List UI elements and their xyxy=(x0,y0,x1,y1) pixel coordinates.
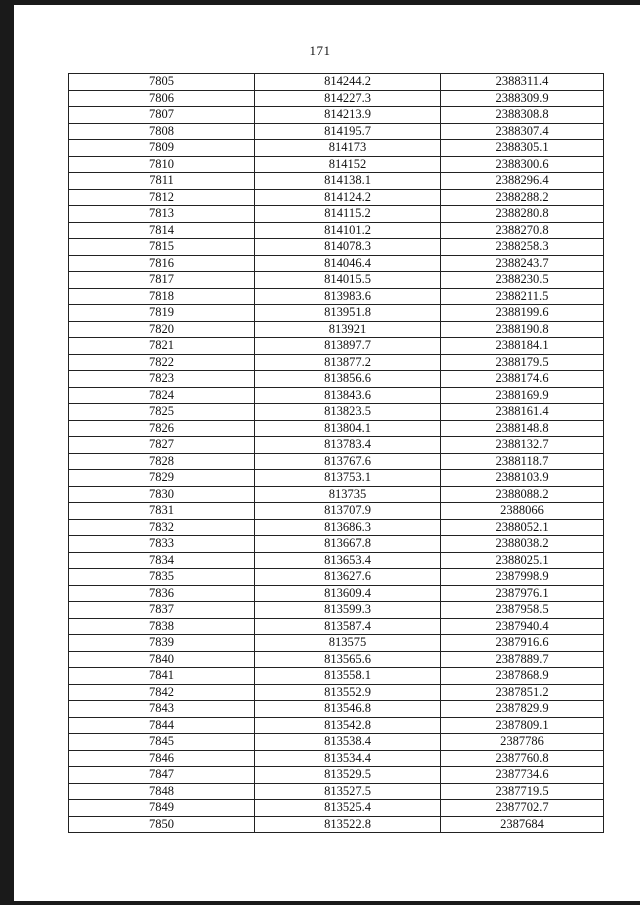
table-row xyxy=(69,404,604,421)
table-row xyxy=(69,371,604,388)
table-row xyxy=(69,635,604,652)
point-id-cell: 7820 xyxy=(69,321,255,338)
x-coordinate-cell: 814244.2 xyxy=(255,74,441,91)
table-row xyxy=(69,585,604,602)
y-coordinate-cell: 2387684 xyxy=(441,816,604,833)
point-id-cell: 7830 xyxy=(69,486,255,503)
point-id-cell: 7818 xyxy=(69,288,255,305)
point-id-cell: 7845 xyxy=(69,734,255,751)
table-row xyxy=(69,750,604,767)
y-coordinate-cell: 2387916.6 xyxy=(441,635,604,652)
point-id-cell: 7809 xyxy=(69,140,255,157)
x-coordinate-cell: 814213.9 xyxy=(255,107,441,124)
x-coordinate-cell: 814173 xyxy=(255,140,441,157)
y-coordinate-cell: 2388311.4 xyxy=(441,74,604,91)
x-coordinate-cell: 814078.3 xyxy=(255,239,441,256)
point-id-cell: 7838 xyxy=(69,618,255,635)
y-coordinate-cell: 2388066 xyxy=(441,503,604,520)
x-coordinate-cell: 814138.1 xyxy=(255,173,441,190)
table-row xyxy=(69,486,604,503)
point-id-cell: 7819 xyxy=(69,305,255,322)
x-coordinate-cell: 813686.3 xyxy=(255,519,441,536)
y-coordinate-cell: 2388052.1 xyxy=(441,519,604,536)
table-row xyxy=(69,173,604,190)
y-coordinate-cell: 2388174.6 xyxy=(441,371,604,388)
point-id-cell: 7827 xyxy=(69,437,255,454)
point-id-cell: 7833 xyxy=(69,536,255,553)
x-coordinate-cell: 814115.2 xyxy=(255,206,441,223)
table-row xyxy=(69,651,604,668)
y-coordinate-cell: 2387958.5 xyxy=(441,602,604,619)
table-row xyxy=(69,701,604,718)
y-coordinate-cell: 2388308.8 xyxy=(441,107,604,124)
table-row xyxy=(69,552,604,569)
point-id-cell: 7814 xyxy=(69,222,255,239)
y-coordinate-cell: 2388300.6 xyxy=(441,156,604,173)
table-row xyxy=(69,437,604,454)
y-coordinate-cell: 2388199.6 xyxy=(441,305,604,322)
y-coordinate-cell: 2387889.7 xyxy=(441,651,604,668)
point-id-cell: 7834 xyxy=(69,552,255,569)
point-id-cell: 7850 xyxy=(69,816,255,833)
point-id-cell: 7810 xyxy=(69,156,255,173)
x-coordinate-cell: 814046.4 xyxy=(255,255,441,272)
table-row xyxy=(69,206,604,223)
x-coordinate-cell: 814015.5 xyxy=(255,272,441,289)
y-coordinate-cell: 2387734.6 xyxy=(441,767,604,784)
table-row xyxy=(69,354,604,371)
y-coordinate-cell: 2388309.9 xyxy=(441,90,604,107)
scan-border-left xyxy=(0,0,14,905)
point-id-cell: 7846 xyxy=(69,750,255,767)
point-id-cell: 7822 xyxy=(69,354,255,371)
table-row xyxy=(69,783,604,800)
point-id-cell: 7844 xyxy=(69,717,255,734)
table-row xyxy=(69,519,604,536)
y-coordinate-cell: 2388288.2 xyxy=(441,189,604,206)
point-id-cell: 7807 xyxy=(69,107,255,124)
x-coordinate-cell: 813804.1 xyxy=(255,420,441,437)
point-id-cell: 7843 xyxy=(69,701,255,718)
table-row xyxy=(69,140,604,157)
x-coordinate-cell: 813525.4 xyxy=(255,800,441,817)
table-row xyxy=(69,618,604,635)
table-row xyxy=(69,255,604,272)
table-row xyxy=(69,222,604,239)
x-coordinate-cell: 813529.5 xyxy=(255,767,441,784)
table-row xyxy=(69,272,604,289)
x-coordinate-cell: 813534.4 xyxy=(255,750,441,767)
point-id-cell: 7813 xyxy=(69,206,255,223)
point-id-cell: 7836 xyxy=(69,585,255,602)
point-id-cell: 7821 xyxy=(69,338,255,355)
table-row xyxy=(69,503,604,520)
x-coordinate-cell: 814227.3 xyxy=(255,90,441,107)
y-coordinate-cell: 2388230.5 xyxy=(441,272,604,289)
table-row xyxy=(69,668,604,685)
x-coordinate-cell: 813558.1 xyxy=(255,668,441,685)
table-row xyxy=(69,602,604,619)
table-row xyxy=(69,74,604,91)
x-coordinate-cell: 813599.3 xyxy=(255,602,441,619)
scan-border-top xyxy=(0,0,640,5)
table-row xyxy=(69,123,604,140)
x-coordinate-cell: 813653.4 xyxy=(255,552,441,569)
table-row xyxy=(69,684,604,701)
coordinate-table xyxy=(68,73,604,833)
y-coordinate-cell: 2388103.9 xyxy=(441,470,604,487)
x-coordinate-cell: 813522.8 xyxy=(255,816,441,833)
x-coordinate-cell: 813921 xyxy=(255,321,441,338)
x-coordinate-cell: 813538.4 xyxy=(255,734,441,751)
point-id-cell: 7832 xyxy=(69,519,255,536)
table-row xyxy=(69,288,604,305)
x-coordinate-cell: 813897.7 xyxy=(255,338,441,355)
x-coordinate-cell: 814152 xyxy=(255,156,441,173)
point-id-cell: 7812 xyxy=(69,189,255,206)
point-id-cell: 7826 xyxy=(69,420,255,437)
y-coordinate-cell: 2388190.8 xyxy=(441,321,604,338)
y-coordinate-cell: 2388132.7 xyxy=(441,437,604,454)
table-row xyxy=(69,569,604,586)
table-row xyxy=(69,734,604,751)
y-coordinate-cell: 2387940.4 xyxy=(441,618,604,635)
y-coordinate-cell: 2388038.2 xyxy=(441,536,604,553)
point-id-cell: 7842 xyxy=(69,684,255,701)
x-coordinate-cell: 813856.6 xyxy=(255,371,441,388)
table-row xyxy=(69,321,604,338)
point-id-cell: 7829 xyxy=(69,470,255,487)
x-coordinate-cell: 813667.8 xyxy=(255,536,441,553)
y-coordinate-cell: 2388296.4 xyxy=(441,173,604,190)
y-coordinate-cell: 2388169.9 xyxy=(441,387,604,404)
y-coordinate-cell: 2388211.5 xyxy=(441,288,604,305)
y-coordinate-cell: 2387702.7 xyxy=(441,800,604,817)
y-coordinate-cell: 2388307.4 xyxy=(441,123,604,140)
x-coordinate-cell: 813542.8 xyxy=(255,717,441,734)
x-coordinate-cell: 813546.8 xyxy=(255,701,441,718)
table-row xyxy=(69,536,604,553)
table-row xyxy=(69,767,604,784)
x-coordinate-cell: 813753.1 xyxy=(255,470,441,487)
table-row xyxy=(69,453,604,470)
y-coordinate-cell: 2388243.7 xyxy=(441,255,604,272)
point-id-cell: 7823 xyxy=(69,371,255,388)
point-id-cell: 7849 xyxy=(69,800,255,817)
y-coordinate-cell: 2387851.2 xyxy=(441,684,604,701)
point-id-cell: 7831 xyxy=(69,503,255,520)
x-coordinate-cell: 814101.2 xyxy=(255,222,441,239)
x-coordinate-cell: 813565.6 xyxy=(255,651,441,668)
y-coordinate-cell: 2388280.8 xyxy=(441,206,604,223)
x-coordinate-cell: 813877.2 xyxy=(255,354,441,371)
x-coordinate-cell: 813587.4 xyxy=(255,618,441,635)
point-id-cell: 7841 xyxy=(69,668,255,685)
point-id-cell: 7811 xyxy=(69,173,255,190)
y-coordinate-cell: 2387976.1 xyxy=(441,585,604,602)
y-coordinate-cell: 2388088.2 xyxy=(441,486,604,503)
page-number: 171 xyxy=(309,43,331,58)
y-coordinate-cell: 2388184.1 xyxy=(441,338,604,355)
table-row xyxy=(69,420,604,437)
point-id-cell: 7806 xyxy=(69,90,255,107)
x-coordinate-cell: 813527.5 xyxy=(255,783,441,800)
point-id-cell: 7824 xyxy=(69,387,255,404)
point-id-cell: 7816 xyxy=(69,255,255,272)
table-row xyxy=(69,189,604,206)
point-id-cell: 7837 xyxy=(69,602,255,619)
point-id-cell: 7828 xyxy=(69,453,255,470)
y-coordinate-cell: 2388305.1 xyxy=(441,140,604,157)
point-id-cell: 7817 xyxy=(69,272,255,289)
y-coordinate-cell: 2387786 xyxy=(441,734,604,751)
coordinate-table-body xyxy=(69,74,604,833)
y-coordinate-cell: 2388270.8 xyxy=(441,222,604,239)
point-id-cell: 7808 xyxy=(69,123,255,140)
point-id-cell: 7847 xyxy=(69,767,255,784)
table-row xyxy=(69,156,604,173)
x-coordinate-cell: 813951.8 xyxy=(255,305,441,322)
y-coordinate-cell: 2388179.5 xyxy=(441,354,604,371)
table-row xyxy=(69,338,604,355)
x-coordinate-cell: 813735 xyxy=(255,486,441,503)
x-coordinate-cell: 813707.9 xyxy=(255,503,441,520)
y-coordinate-cell: 2387868.9 xyxy=(441,668,604,685)
table-row xyxy=(69,717,604,734)
table-row xyxy=(69,800,604,817)
x-coordinate-cell: 814124.2 xyxy=(255,189,441,206)
point-id-cell: 7839 xyxy=(69,635,255,652)
table-row xyxy=(69,387,604,404)
x-coordinate-cell: 814195.7 xyxy=(255,123,441,140)
x-coordinate-cell: 813843.6 xyxy=(255,387,441,404)
y-coordinate-cell: 2387760.8 xyxy=(441,750,604,767)
point-id-cell: 7840 xyxy=(69,651,255,668)
point-id-cell: 7815 xyxy=(69,239,255,256)
y-coordinate-cell: 2388118.7 xyxy=(441,453,604,470)
y-coordinate-cell: 2388025.1 xyxy=(441,552,604,569)
y-coordinate-cell: 2387719.5 xyxy=(441,783,604,800)
x-coordinate-cell: 813823.5 xyxy=(255,404,441,421)
x-coordinate-cell: 813627.6 xyxy=(255,569,441,586)
x-coordinate-cell: 813767.6 xyxy=(255,453,441,470)
point-id-cell: 7825 xyxy=(69,404,255,421)
x-coordinate-cell: 813609.4 xyxy=(255,585,441,602)
table-row xyxy=(69,239,604,256)
point-id-cell: 7805 xyxy=(69,74,255,91)
x-coordinate-cell: 813552.9 xyxy=(255,684,441,701)
y-coordinate-cell: 2388148.8 xyxy=(441,420,604,437)
table-row xyxy=(69,90,604,107)
table-row xyxy=(69,107,604,124)
table-row xyxy=(69,305,604,322)
point-id-cell: 7835 xyxy=(69,569,255,586)
x-coordinate-cell: 813983.6 xyxy=(255,288,441,305)
point-id-cell: 7848 xyxy=(69,783,255,800)
table-row xyxy=(69,470,604,487)
y-coordinate-cell: 2388161.4 xyxy=(441,404,604,421)
x-coordinate-cell: 813783.4 xyxy=(255,437,441,454)
x-coordinate-cell: 813575 xyxy=(255,635,441,652)
y-coordinate-cell: 2387829.9 xyxy=(441,701,604,718)
scan-border-bottom xyxy=(0,901,640,905)
table-row xyxy=(69,816,604,833)
y-coordinate-cell: 2388258.3 xyxy=(441,239,604,256)
y-coordinate-cell: 2387998.9 xyxy=(441,569,604,586)
y-coordinate-cell: 2387809.1 xyxy=(441,717,604,734)
